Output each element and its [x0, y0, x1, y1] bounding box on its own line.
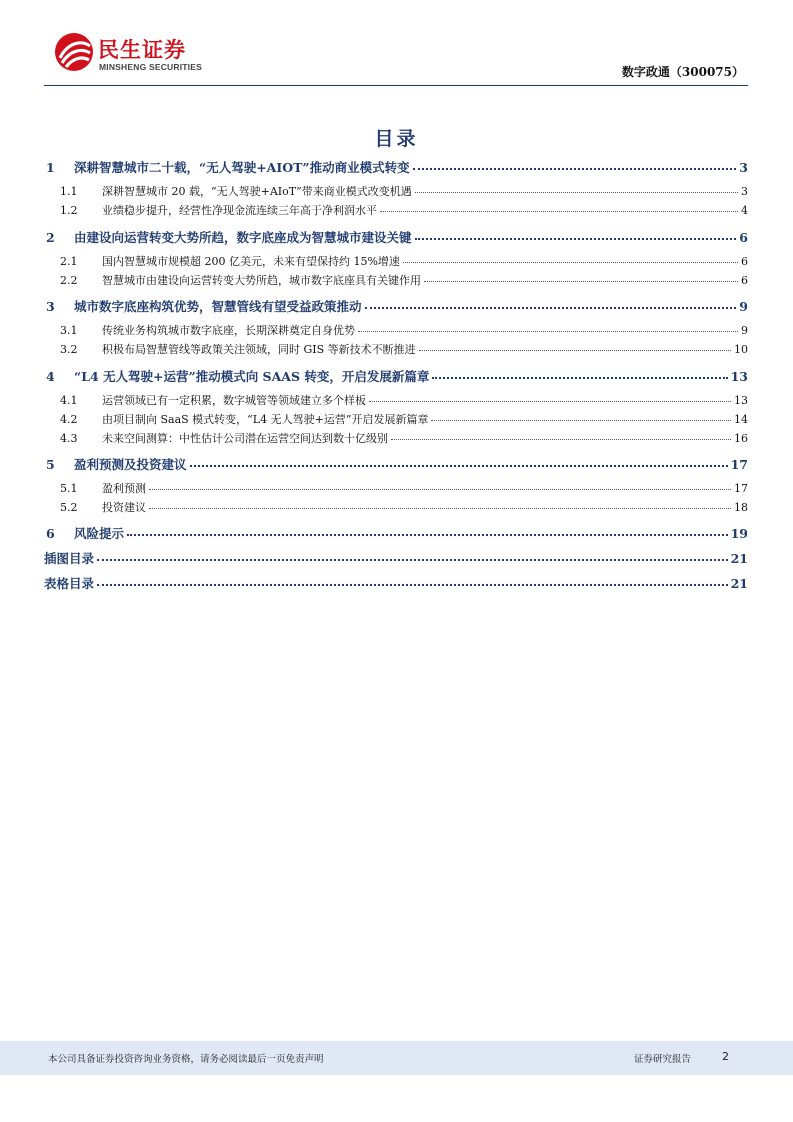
toc-entry-label: 业绩稳步提升，经营性净现金流连续三年高于净利润水平	[102, 204, 377, 217]
toc-entry-label: 表格目录	[44, 576, 95, 591]
toc-entry-page: 17	[730, 457, 748, 472]
toc-entry[interactable]	[44, 455, 748, 473]
toc-entry-page: 17	[734, 482, 748, 495]
toc-entry-label: 积极布局智慧管线等政策关注领域，同时 GIS 等新技术不断推进	[102, 343, 416, 356]
toc-entry-page: 18	[734, 501, 748, 514]
toc-entry-number: 2	[46, 230, 55, 245]
toc-entry-label: 盈利预测	[102, 482, 146, 495]
toc-entry-page: 16	[734, 432, 748, 445]
footer-disclaimer: 本公司具备证券投资咨询业务资格，请务必阅读最后一页免责声明	[48, 1054, 324, 1065]
toc-entry[interactable]	[44, 430, 748, 446]
toc-entry[interactable]	[44, 322, 748, 338]
toc-entry-page: 3	[741, 185, 748, 198]
toc-entry[interactable]	[44, 253, 748, 269]
toc-entry-number: 5.2	[60, 501, 78, 514]
toc-entry[interactable]	[44, 549, 748, 567]
toc-entry-number: 5	[46, 457, 55, 472]
toc-entry[interactable]	[44, 574, 748, 592]
footer-page-number: 2	[722, 1050, 729, 1063]
toc-entry[interactable]	[44, 297, 748, 315]
logo-chinese-name: 民生证券	[98, 38, 186, 62]
toc-entry-number: 2.2	[60, 274, 78, 287]
toc-entry[interactable]	[44, 202, 748, 218]
toc-entry[interactable]	[44, 480, 748, 496]
toc-entry-label: 盈利预测及投资建议	[74, 457, 187, 472]
toc-entry-page: 21	[730, 576, 748, 591]
toc-leader-dots	[358, 331, 738, 332]
toc-entry-number: 4.2	[60, 413, 78, 426]
toc-entry-label: 深耕智慧城市 20 载，“无人驾驶+AIoT”带来商业模式改变机遇	[102, 185, 412, 198]
toc-entry-page: 4	[741, 204, 748, 217]
toc-entry-label: 运营领域已有一定积累，数字城管等领域建立多个样板	[102, 394, 366, 407]
toc-leader-dots	[391, 439, 731, 440]
toc-entry-label: 深耕智慧城市二十载，“无人驾驶+AIOT”推动商业模式转变	[74, 160, 410, 175]
toc-entry-number: 3	[46, 299, 55, 314]
toc-entry-label: 传统业务构筑城市数字底座，长期深耕奠定自身优势	[102, 324, 355, 337]
toc-leader-dots	[365, 307, 737, 309]
toc-entry-number: 4.1	[60, 394, 78, 407]
toc-leader-dots	[432, 377, 727, 379]
page-header	[44, 30, 748, 86]
report-title: 数字政通（300075）	[621, 65, 744, 79]
toc-leader-dots	[97, 559, 728, 561]
toc-entry-page: 6	[741, 274, 748, 287]
toc-entry-label: 由建设向运营转变大势所趋，数字底座成为智慧城市建设关键	[74, 230, 412, 245]
toc-entry-page: 6	[741, 255, 748, 268]
toc-entry-page: 9	[741, 324, 748, 337]
page-footer	[0, 1041, 793, 1075]
toc-leader-dots	[415, 238, 737, 240]
toc-leader-dots	[413, 168, 737, 170]
toc-entry-label: “L4 无人驾驶+运营”推动模式向 SAAS 转变，开启发展新篇章	[74, 369, 430, 384]
toc-entry-number: 5.1	[60, 482, 78, 495]
toc-entry[interactable]	[44, 272, 748, 288]
toc-entry[interactable]	[44, 158, 748, 176]
toc-entry-number: 1.2	[60, 204, 78, 217]
toc-entry-page: 9	[739, 299, 748, 314]
toc-entry[interactable]	[44, 341, 748, 357]
toc-entry-number: 2.1	[60, 255, 78, 268]
toc-entry-label: 城市数字底座构筑优势，智慧管线有望受益政策推动	[74, 299, 362, 314]
logo-english-name: MINSHENG SECURITIES	[99, 62, 202, 72]
toc-entry[interactable]	[44, 183, 748, 199]
toc-leader-dots	[97, 584, 728, 586]
minsheng-logo-icon	[54, 32, 94, 72]
company-logo	[54, 32, 204, 76]
toc-entry-number: 4.3	[60, 432, 78, 445]
toc-leader-dots	[127, 534, 728, 536]
toc-entry[interactable]	[44, 392, 748, 408]
toc-leader-dots	[369, 401, 731, 402]
toc-entry-label: 由项目制向 SaaS 模式转变，“L4 无人驾驶+运营”开启发展新篇章	[102, 413, 429, 426]
toc-entry-page: 13	[734, 394, 748, 407]
toc-entry-page: 14	[734, 413, 748, 426]
toc-leader-dots	[149, 489, 731, 490]
toc-leader-dots	[190, 465, 728, 467]
toc-entry-page: 19	[730, 526, 748, 541]
toc-entry-label: 插图目录	[44, 551, 95, 566]
toc-entry[interactable]	[44, 524, 748, 542]
toc-leader-dots	[403, 262, 738, 263]
toc-entry-number: 6	[46, 526, 55, 541]
toc-entry-label: 投资建议	[102, 501, 146, 514]
toc-leader-dots	[415, 192, 738, 193]
toc-entry-label: 风险提示	[74, 526, 125, 541]
toc-entry-label: 未来空间测算：中性估计公司潜在运营空间达到数十亿级别	[102, 432, 388, 445]
toc-entry-number: 3.2	[60, 343, 78, 356]
toc-entry[interactable]	[44, 228, 748, 246]
toc-leader-dots	[431, 420, 731, 421]
toc-entry-number: 1.1	[60, 185, 78, 198]
toc-entry[interactable]	[44, 367, 748, 385]
toc-entry-label: 国内智慧城市规模超 200 亿美元，未来有望保持约 15%增速	[102, 255, 400, 268]
toc-entry[interactable]	[44, 499, 748, 515]
toc-leader-dots	[424, 281, 738, 282]
toc-leader-dots	[380, 211, 738, 212]
footer-report-type: 证券研究报告	[634, 1054, 692, 1065]
toc-leader-dots	[419, 350, 731, 351]
toc-entry-page: 3	[739, 160, 748, 175]
toc-entry-page: 6	[739, 230, 748, 245]
toc-entry-number: 4	[46, 369, 55, 384]
toc-entry[interactable]	[44, 411, 748, 427]
toc-entry-page: 13	[730, 369, 748, 384]
toc-title: 目录	[374, 128, 419, 150]
toc-entry-number: 1	[46, 160, 55, 175]
toc-entry-label: 智慧城市由建设向运营转变大势所趋，城市数字底座具有关键作用	[102, 274, 421, 287]
toc-entry-number: 3.1	[60, 324, 78, 337]
toc-leader-dots	[149, 508, 731, 509]
toc-entry-page: 10	[734, 343, 748, 356]
toc-entry-page: 21	[730, 551, 748, 566]
